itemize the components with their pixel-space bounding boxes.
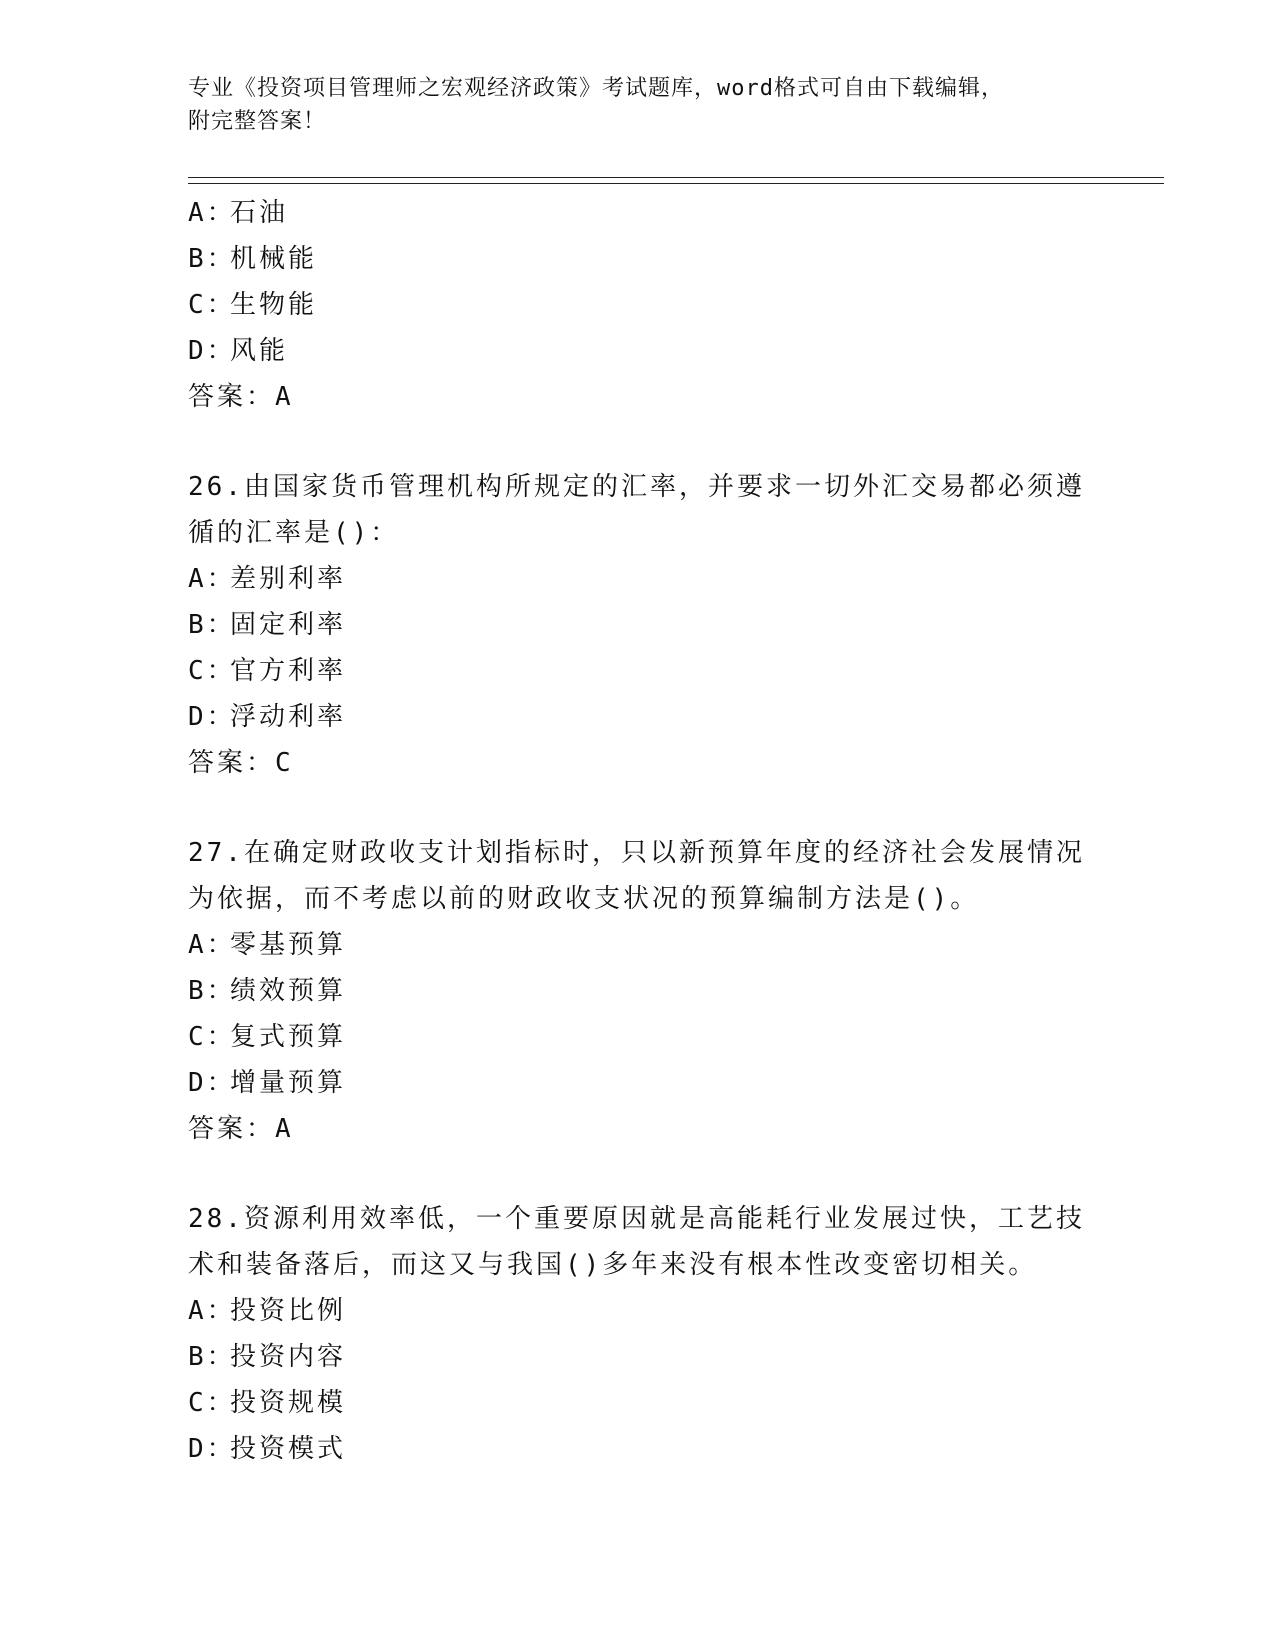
option-label: D： [188,1434,236,1464]
option-c [188,282,1088,328]
question-27 [188,830,1088,1152]
option-text: 固定利率 [230,610,347,640]
option-b [188,1334,1088,1380]
answer-line: 答案：C [188,748,294,778]
document-header [188,72,1088,138]
option-label: A： [188,564,236,594]
option-text: 官方利率 [230,656,347,686]
option-c [188,1380,1088,1426]
question-25-options [188,190,1088,420]
option-label: D： [188,702,236,732]
option-label: B： [188,976,236,1006]
option-text: 增量预算 [230,1068,347,1098]
option-text: 浮动利率 [230,702,347,732]
option-text: 风能 [230,336,289,366]
header-rule-bottom [188,183,1164,184]
option-b [188,602,1088,648]
option-b [188,968,1088,1014]
option-label: C： [188,1022,236,1052]
option-c [188,1014,1088,1060]
option-c [188,648,1088,694]
header-rule-top [188,177,1164,178]
option-label: A： [188,930,236,960]
option-text: 差别利率 [230,564,347,594]
option-d [188,694,1088,740]
question-text-line-1: 27.在确定财政收支计划指标时，只以新预算年度的经济社会发展情况 [188,838,1085,868]
question-text-line-1: 28.资源利用效率低，一个重要原因就是高能耗行业发展过快，工艺技 [188,1204,1085,1234]
option-d [188,328,1088,374]
header-line-2: 附完整答案！ [188,109,327,134]
option-label: B： [188,610,236,640]
option-label: C： [188,1388,236,1418]
question-list [188,190,1088,1472]
question-text-line-2: 循的汇率是()： [188,518,400,548]
option-a [188,190,1088,236]
option-text: 零基预算 [230,930,347,960]
question-text-line-1: 26.由国家货币管理机构所规定的汇率，并要求一切外汇交易都必须遵 [188,472,1085,502]
spacer [188,786,1088,830]
answer-line: 答案：A [188,1114,294,1144]
spacer [188,420,1088,464]
answer-line: 答案：A [188,382,294,412]
option-text: 投资比例 [230,1296,347,1326]
option-a [188,922,1088,968]
question-28 [188,1196,1088,1472]
option-text: 投资内容 [230,1342,347,1372]
option-label: B： [188,244,236,274]
option-label: C： [188,290,236,320]
question-26 [188,464,1088,786]
option-label: A： [188,198,236,228]
option-label: D： [188,1068,236,1098]
option-d [188,1426,1088,1472]
option-d [188,1060,1088,1106]
option-text: 投资规模 [230,1388,347,1418]
option-text: 投资模式 [230,1434,347,1464]
option-a [188,556,1088,602]
header-line-1: 专业《投资项目管理师之宏观经济政策》考试题库，word格式可自由下载编辑， [188,76,1004,101]
spacer [188,1152,1088,1196]
option-a [188,1288,1088,1334]
option-label: B： [188,1342,236,1372]
option-label: D： [188,336,236,366]
option-text: 绩效预算 [230,976,347,1006]
question-text-line-2: 为依据，而不考虑以前的财政收支状况的预算编制方法是()。 [188,884,980,914]
option-text: 生物能 [230,290,318,320]
option-b [188,236,1088,282]
question-text-line-2: 术和装备落后，而这又与我国()多年来没有根本性改变密切相关。 [188,1250,1038,1280]
option-label: A： [188,1296,236,1326]
option-text: 机械能 [230,244,318,274]
option-label: C： [188,656,236,686]
option-text: 石油 [230,198,289,228]
option-text: 复式预算 [230,1022,347,1052]
